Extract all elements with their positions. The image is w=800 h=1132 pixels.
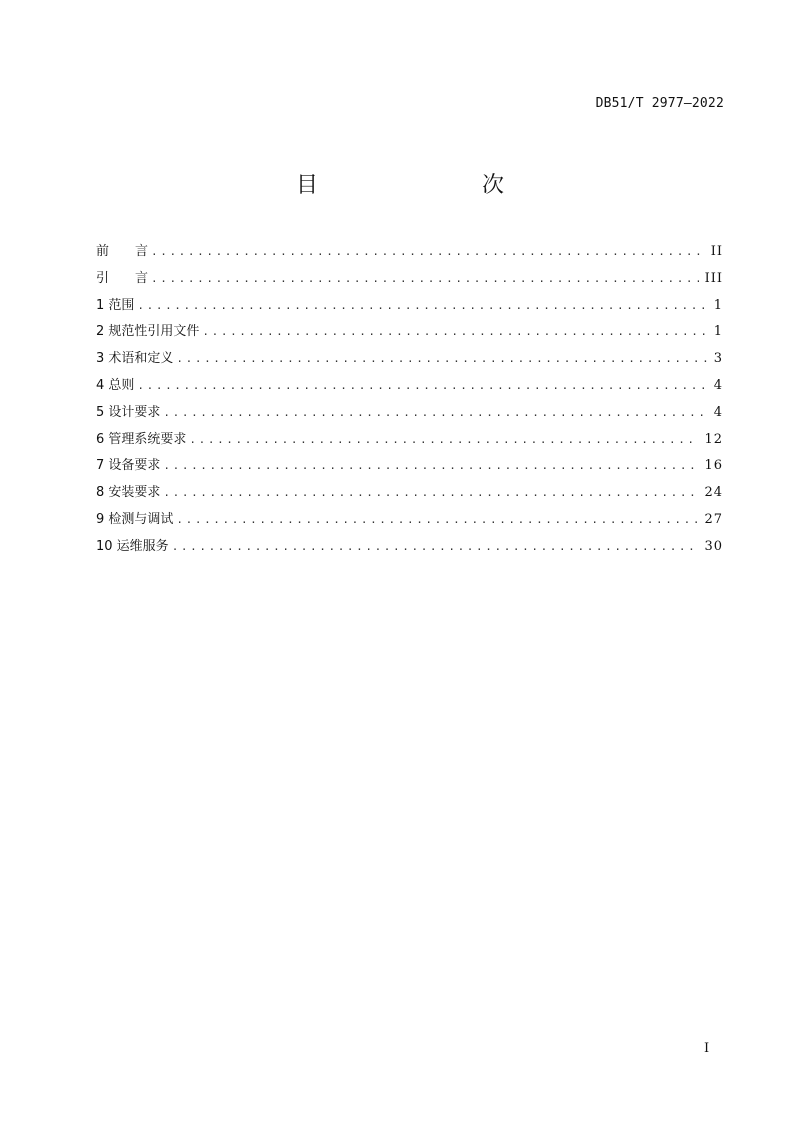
toc-title: 目 次 [295,173,544,198]
toc-entry-page: 1 [713,297,723,313]
toc-entry-operation-maintenance[interactable] [96,538,723,565]
toc-entry-page: 12 [704,431,723,447]
toc-entry-label: 1 范围 [96,297,135,313]
toc-entry-label: 9 检测与调试 [96,511,174,527]
toc-entry-management-system[interactable] [96,431,723,458]
toc-entry-introduction[interactable] [96,270,723,297]
toc-leader-dots [163,484,698,502]
toc-leader-dots [137,297,707,315]
toc-entry-label: 引 言 [96,270,149,286]
toc-entry-label: 3 术语和定义 [96,351,174,367]
toc-entry-page: 27 [704,511,723,527]
toc-leader-dots [172,538,699,556]
toc-leader-dots [151,270,699,288]
page-number: I [704,1041,710,1056]
toc-entry-label: 4 总则 [96,377,135,393]
document-code: DB51/T 2977—2022 [595,96,724,111]
toc-entry-general[interactable] [96,377,723,404]
toc-leader-dots [151,243,705,261]
toc-entry-design-requirements[interactable] [96,404,723,431]
table-of-contents [96,243,723,565]
toc-leader-dots [163,404,707,422]
toc-entry-label: 5 设计要求 [96,404,161,420]
toc-entry-label: 10 运维服务 [96,538,169,554]
toc-entry-label: 前 言 [96,244,149,259]
toc-entry-equipment-requirements[interactable] [96,457,723,484]
toc-entry-page: 30 [704,538,723,554]
toc-entry-normative-references[interactable] [96,323,723,350]
toc-leader-dots [176,511,698,529]
toc-entry-page: III [704,270,723,286]
toc-entry-page: 3 [713,351,723,367]
toc-entry-label: 7 设备要求 [96,458,161,474]
toc-entry-terms-definitions[interactable] [96,350,723,377]
toc-leader-dots [137,377,707,395]
toc-leader-dots [176,350,707,368]
toc-entry-label: 8 安装要求 [96,485,161,501]
toc-entry-installation-requirements[interactable] [96,484,723,511]
toc-entry-foreword[interactable] [96,243,723,270]
toc-entry-testing-commissioning[interactable] [96,511,723,538]
toc-leader-dots [189,431,698,449]
toc-leader-dots [163,457,698,475]
toc-entry-label: 2 规范性引用文件 [96,324,200,340]
toc-entry-page: II [710,244,723,259]
toc-entry-scope[interactable] [96,297,723,324]
toc-entry-page: 24 [704,485,723,501]
toc-entry-page: 16 [704,458,723,474]
toc-leader-dots [202,323,707,341]
toc-entry-label: 6 管理系统要求 [96,431,187,447]
toc-entry-page: 4 [713,377,723,393]
toc-entry-page: 1 [713,324,723,340]
toc-entry-page: 4 [713,404,723,420]
